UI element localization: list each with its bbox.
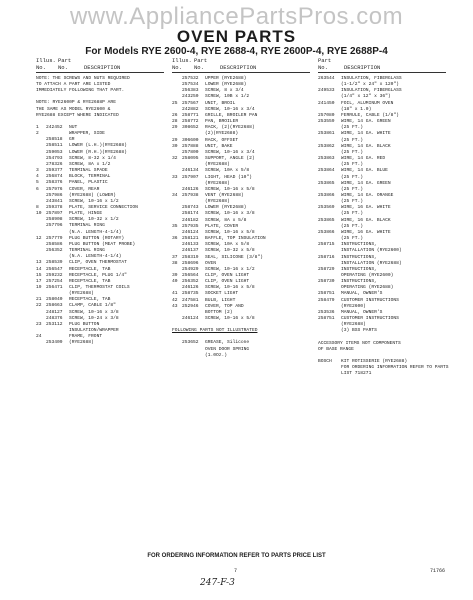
part-description: SCREW, 10-16 x 5/8 — [205, 229, 255, 235]
part-description: PLUG BUTTON — [69, 321, 100, 327]
part-number: 258174 — [182, 211, 199, 217]
part-description: SCREW, 10-16 x 5/8 — [205, 285, 255, 291]
part-number: 259378 — [46, 204, 63, 210]
part-number: 306600 — [182, 137, 199, 143]
part-description: LOWER (RYE2688) — [205, 205, 247, 211]
part-number: 257534 — [182, 82, 199, 88]
illus-number: 26 — [172, 112, 178, 118]
part-description: (1-1/2" x 24" x 120") — [341, 82, 399, 88]
part-description: UNIT, BROIL — [205, 100, 236, 106]
part-number: 257796 — [46, 223, 63, 229]
illus-number: 33 — [172, 174, 178, 180]
illus-number: 21 — [36, 297, 42, 303]
part-description: SCREW, 8-32 x 1/4 — [69, 155, 116, 161]
part-number: 247581 — [182, 297, 199, 303]
accessory-note: ACCESSORY ITEMS NOT COMPONENTS OF BASE RANGE — [318, 340, 401, 352]
illus-number: 4 — [36, 174, 39, 180]
part-row — [172, 353, 312, 359]
not-illustrated-heading: FOLLOWING PARTS NOT ILLUSTRATED — [172, 328, 258, 334]
part-number: 256352 — [182, 279, 199, 285]
part-number: 256471 — [46, 285, 63, 290]
part-number: 308652 — [182, 125, 199, 131]
part-description: WIRE, 16 GA. WHITE — [341, 229, 391, 235]
part-description: (RYE2688) — [69, 291, 94, 297]
part-description: SCREW, 10-24 x 3/8 — [69, 315, 119, 321]
illus-number — [36, 340, 46, 346]
illus-number: 29 — [172, 125, 178, 131]
part-number: 257567 — [182, 100, 199, 106]
part-number: 253864 — [318, 168, 335, 174]
part-number: 257897 — [46, 211, 63, 217]
part-description: (RYE2688) (LOWER) — [69, 192, 116, 198]
part-description: (RYE2688) — [341, 322, 366, 328]
part-number: 278326 — [46, 161, 63, 167]
part-description: (2)(RYE2688) — [205, 131, 239, 137]
part-number: 258586 — [46, 241, 63, 247]
part-number: 246124 — [182, 316, 199, 322]
part-description: PANEL, PLASTIC — [69, 180, 108, 186]
illus-number: 2 — [36, 131, 39, 137]
part-description: (25 FT.) — [341, 125, 364, 131]
column-header-3: Part No. DESCRIPTION — [318, 57, 381, 71]
part-number: 256564 — [182, 273, 199, 278]
part-number: 246182 — [182, 217, 199, 223]
column-header-2: Illus. No. Part No. DESCRIPTION — [172, 57, 257, 71]
part-description: SCREW, 10B x 1/2 — [205, 94, 250, 100]
part-description: WIRE, 14 GA. ORANGE — [341, 192, 394, 198]
part-number: 246137 — [182, 248, 199, 254]
page-number: 7 — [234, 568, 238, 574]
illus-number: 23 — [36, 321, 42, 327]
part-description: SCREW, 10A x 5/8 — [205, 242, 250, 248]
part-description: VENT (RYE2688) — [205, 192, 244, 198]
part-number: 243250 — [182, 94, 199, 100]
page-subtitle: For Models RYE 2600-4, RYE 2688-4, RYE 2600P-4, RYE 2688P-4 — [85, 46, 388, 57]
part-row — [36, 340, 166, 346]
part-number: 259377 — [46, 168, 63, 174]
illus-number: 38 — [172, 260, 178, 266]
part-description: SCREW, 10-32 x 5/8 — [205, 248, 255, 254]
part-description: SCREW, 8 x 3/4 — [205, 88, 244, 94]
part-number: 253863 — [318, 156, 335, 162]
part-number: 242882 — [182, 106, 199, 112]
part-description: INSULATION, FIBERGLASS — [341, 76, 402, 81]
part-description: RECEPTACLE, PLUG 1/4" — [69, 272, 127, 278]
part-description: LOWER (R.H.)(RYE2688) — [69, 149, 127, 155]
part-description: FOIL, ALUMINUM OVEN — [341, 100, 394, 106]
illus-number — [172, 316, 182, 322]
part-description: SCREW, 10-16 x 3/8 — [205, 211, 255, 217]
part-description: CLAMP, CABLE 1/8" — [69, 303, 116, 309]
part-description: WIRE, 14 GA. BLUE — [341, 168, 388, 174]
part-number: 258729 — [318, 266, 335, 272]
parts-column-1 — [36, 76, 166, 347]
part-number: 249533 — [318, 88, 335, 94]
parts-column-2 — [172, 76, 312, 359]
part-description: (RYE2688) — [69, 340, 94, 346]
part-number: 258716 — [318, 254, 335, 260]
part-description: GREASE, Silicone — [205, 340, 250, 346]
part-description: FERRULE, CABLE (1/8") — [341, 112, 399, 118]
part-description: CLIP, OVEN THERMOSTAT — [69, 260, 127, 266]
part-description: SCREW, 10-16 x 3/4 — [205, 149, 255, 155]
part-description: (RYE2688) — [205, 199, 230, 205]
part-description: WIRE, 14 GA. RED — [341, 156, 386, 162]
part-number: 253862 — [318, 143, 335, 149]
part-number: 258376 — [46, 180, 63, 186]
illus-number: 30 — [172, 143, 178, 149]
handwritten-note: 247-F-3 — [200, 578, 235, 588]
part-description: RECEPTACLE, TAB — [69, 297, 111, 303]
part-number: 256352 — [46, 248, 63, 254]
part-number: 258040 — [46, 297, 63, 303]
illus-number: 15 — [36, 272, 42, 278]
illus-number: 28 — [172, 119, 178, 125]
part-description: SCREW, 10-32 x 1/2 — [69, 217, 119, 223]
part-description: INSTRUCTIONS, — [341, 279, 377, 285]
part-description: (RYE2688) — [205, 180, 230, 186]
ordering-footer: FOR ORDERING INFORMATION REFER TO PARTS PRICE LIST — [147, 553, 326, 559]
part-number: 257888 — [182, 143, 199, 149]
part-number — [318, 371, 341, 377]
part-description: INSTRUCTIONS, — [341, 266, 377, 272]
part-number: 263544 — [318, 76, 335, 81]
illus-number: 39 — [172, 273, 178, 278]
part-number: 258751 — [318, 316, 335, 322]
part-number: 253559 — [318, 119, 335, 125]
part-number: 242452 — [46, 124, 63, 130]
parts-column-3 — [318, 76, 453, 377]
note-models: NOTE: RYE2600P & RYE2688P ARE THE SAME AS MODEL RYE2600 & RYE2688 EXCEPT WHERE INDICATED — [36, 100, 119, 118]
part-number: 257800 — [182, 149, 199, 155]
watermark: www.AppliancePartsPros.com — [69, 3, 404, 30]
part-number: 259053 — [46, 149, 63, 155]
part-description: (N.A. LENGTH-4-1/4) — [69, 254, 122, 260]
part-number: 258663 — [46, 303, 63, 309]
part-description: BLOCK, TERMINAL — [69, 174, 111, 180]
part-description: WIRE, 16 GA. WHITE — [341, 205, 391, 211]
part-number: 253865 — [318, 180, 335, 186]
illus-number: 14 — [36, 266, 42, 272]
part-number: 248127 — [46, 309, 63, 315]
part-description: (18" x 1.0) — [341, 106, 372, 112]
part-number: 257907 — [182, 174, 199, 180]
part-description: RECEPTACLE, TAB — [69, 266, 111, 272]
illus-number: 43 — [172, 303, 178, 309]
header-rule-2 — [172, 72, 310, 73]
part-description: INSTRUCTIONS, — [341, 254, 377, 260]
illus-number: 32 — [172, 156, 178, 162]
part-description: (1.0Oz.) — [205, 352, 228, 358]
part-description: CLIP, THERMOSTAT COILS — [69, 285, 130, 290]
illus-number: 24 — [36, 334, 42, 340]
part-number: 253112 — [46, 321, 63, 327]
illus-number: 42 — [172, 297, 178, 303]
illus-number: 10 — [36, 211, 42, 217]
part-description: (25 FT.) — [341, 174, 364, 180]
part-number: 246126 — [182, 186, 199, 192]
part-description: PLATE, SERVICE CONNECTION — [69, 204, 138, 210]
part-number: 257935 — [182, 223, 199, 229]
part-description: WIRE, 14 GA. GREEN — [341, 119, 391, 125]
illus-number: 36 — [172, 236, 178, 242]
part-number: 253652 — [182, 340, 199, 346]
part-number: BOSCH — [318, 358, 332, 364]
part-number: 258095 — [182, 156, 199, 162]
part-description: PLUG BUTTON (ROTARY) — [69, 235, 125, 241]
part-description: SUPPORT, ANGLE (2) — [205, 156, 255, 162]
part-description: FRAME, FRONT — [69, 334, 103, 340]
part-description: INSULATION/WRAPPER — [69, 328, 119, 334]
header-rule-1 — [36, 72, 164, 73]
part-description: CLIP, OVEN LIGHT — [205, 273, 250, 278]
illus-number — [172, 353, 182, 359]
part-number — [182, 353, 205, 359]
part-description: LIST 718271 — [341, 371, 372, 377]
part-number: 258908 — [46, 217, 63, 223]
part-description: (25 FT.) — [341, 137, 364, 143]
illus-number: 37 — [172, 254, 178, 260]
part-description: OPERATING (RYE2600) — [341, 273, 394, 278]
illus-number: 8 — [36, 204, 39, 210]
part-description: CLIP, OVEN LIGHT — [205, 279, 250, 285]
part-description: BOTTOM (2) — [205, 309, 233, 315]
part-number: 257986 — [46, 192, 63, 198]
part-description: LIGHT, HEAD (10") — [205, 174, 252, 180]
part-description: UPPER (RYE2688) — [205, 76, 247, 81]
part-description: (3) BSS PARTS — [341, 328, 377, 334]
part-description: TERMINAL RING — [69, 248, 105, 254]
part-description: INSTALLATION (RYE2600) — [341, 248, 402, 254]
part-number: 252946 — [182, 303, 199, 309]
part-description: PLATE, HINGE — [69, 211, 103, 217]
note-screws: NOTE: THE SCREWS AND NUTS REQUIRED TO ATTACH A PART ARE LISTED IMMEDIATELY FOLLOWING THAT PART. — [36, 76, 130, 94]
part-number: 258121 — [182, 236, 199, 242]
part-description: OVEN DOOR SPRING — [205, 346, 250, 352]
part-description: OVEN — [205, 260, 217, 266]
part-number: 258319 — [182, 254, 199, 260]
illus-number: 29 — [172, 137, 178, 143]
part-number: 253569 — [318, 205, 335, 211]
part-description: RACK, (2)(RYE2688) — [205, 125, 255, 131]
part-number: 258715 — [318, 242, 335, 248]
illus-number: 12 — [36, 235, 42, 241]
part-description: WRAPPER, SIDE — [69, 131, 105, 137]
part-description: (25 FT.) — [341, 186, 364, 192]
illus-number: 17 — [36, 278, 42, 284]
part-number: 253866 — [318, 192, 335, 198]
part-description: SCREW, 10A x 5/8 — [205, 168, 250, 174]
illus-number: 22 — [36, 303, 42, 309]
part-description: COVER, REAR — [69, 186, 100, 192]
part-number: 243841 — [46, 198, 63, 204]
part-description: UNIT, BAKE — [205, 143, 233, 149]
part-description: INSULATION, FIBERGLASS — [341, 88, 402, 94]
part-number: 257976 — [46, 186, 63, 192]
part-number: 258696 — [182, 260, 199, 266]
part-description: (25 FT.) — [341, 223, 364, 229]
part-number: 258743 — [182, 205, 199, 211]
page-title: OVEN PARTS — [176, 27, 297, 46]
part-number: 254929 — [182, 266, 199, 272]
part-description: WIRE, 16 GA. BLACK — [341, 217, 391, 223]
part-number: 254793 — [46, 155, 63, 161]
part-description: LOWER (L.H.)(RYE2688) — [69, 143, 127, 149]
part-description: SCREW, 10-16 x 3/8 — [69, 309, 119, 315]
part-number: 246126 — [182, 285, 199, 291]
part-description: (N.A. LENGTH-4-1/4) — [69, 229, 122, 235]
part-description: MANUAL, OWNER'S — [341, 291, 383, 297]
part-description: SCREW, 8A x 1/2 — [69, 161, 111, 167]
part-description: CUSTOMER INSTRUCTIONS — [341, 316, 399, 322]
part-description: (25 FT.) — [341, 199, 364, 205]
illus-number: 5 — [36, 180, 39, 186]
part-number: 253861 — [318, 131, 335, 137]
part-number: 257938 — [182, 192, 199, 198]
part-number: 258518 — [46, 137, 63, 143]
part-number: 253865 — [318, 217, 335, 223]
part-description: SCREW, 10-16 x 5/8 — [205, 316, 255, 322]
part-number: 258479 — [318, 297, 335, 303]
part-number: 253866 — [318, 229, 335, 235]
part-number: 253409 — [46, 340, 63, 346]
part-number: 258771 — [182, 112, 199, 118]
part-number: 258511 — [46, 143, 63, 149]
part-description: GR — [69, 137, 75, 143]
part-description: SOCKET LIGHT — [205, 291, 239, 297]
part-description: COVER, TOP AND — [205, 303, 244, 309]
part-description: RECEPTACLE, TAB — [69, 278, 111, 284]
part-number: 257779 — [46, 235, 63, 241]
part-number: 241450 — [318, 100, 335, 106]
illus-number: 40 — [172, 279, 178, 285]
illus-number: 34 — [172, 192, 178, 198]
part-number: 259232 — [46, 272, 63, 278]
part-description: BULB, LIGHT — [205, 297, 236, 303]
part-number: 258735 — [182, 291, 199, 297]
part-number: 253536 — [318, 309, 335, 315]
part-description: (1/4" x 12" x 36") — [341, 94, 391, 100]
part-description: PLUG BUTTON (MEAT PROBE) — [69, 241, 136, 247]
part-description: (25 FT.) — [341, 236, 364, 242]
part-description: INSTRUCTIONS, — [341, 242, 377, 248]
part-description: SCREW, 10-16 x 5/8 — [205, 186, 255, 192]
part-description: SCREW, 10-16 x 3/4 — [205, 106, 255, 112]
part-description: GRILLE, BROILER PAN — [205, 112, 258, 118]
illus-number: 6 — [36, 186, 39, 192]
header-rule-3 — [318, 72, 446, 73]
part-description: LOWER (RYE2688) — [205, 82, 247, 88]
part-description: (25 FT.) — [341, 149, 364, 155]
part-description: SCREW, 10-16 x 1/2 — [69, 198, 119, 204]
part-description: WIRE, 14 GA. BLACK — [341, 143, 391, 149]
illus-number: 35 — [172, 223, 178, 229]
part-number: 257532 — [182, 76, 199, 81]
part-description: FOR ORDERING INFORMATION REFER TO PARTS — [341, 365, 449, 371]
part-number: 257080 — [318, 112, 335, 118]
part-number: 257254 — [46, 278, 63, 284]
part-description: BAFFLE, TOP INSULATION — [205, 236, 266, 242]
part-number: 246133 — [182, 242, 199, 248]
illus-number: 19 — [36, 285, 42, 290]
part-description: CUSTOMER INSTRUCTIONS — [341, 297, 399, 303]
part-number: 258730 — [318, 279, 335, 285]
column-header-1: Illus. No. Part No. DESCRIPTION — [36, 57, 121, 71]
part-description: MANUAL, OWNER'S — [341, 309, 383, 315]
part-number: 258772 — [182, 119, 199, 125]
illus-number: 25 — [172, 100, 178, 106]
part-number: 258751 — [318, 291, 335, 297]
part-description: INSTALLATION (RYE2688) — [341, 260, 402, 266]
part-description: NUT — [69, 124, 78, 130]
part-description: OPERATING (RYE2688) — [341, 285, 394, 291]
part-number: 256874 — [46, 174, 63, 180]
part-number: 246134 — [182, 168, 199, 174]
part-description: (25 FT.) — [341, 162, 364, 168]
illus-number: 41 — [172, 291, 178, 297]
illus-number: 13 — [36, 260, 42, 266]
part-description: TERMINAL SPADE — [69, 168, 108, 174]
part-description: PLATE, COVER — [205, 223, 239, 229]
part-description: SEAL, SILICONE (3/8") — [205, 254, 263, 260]
document-number: 71766 — [430, 568, 446, 574]
part-description: SCREW, 8A x 5/8 — [205, 217, 247, 223]
part-description: KIT ROTISSERIE (RYE2688) — [341, 358, 408, 364]
part-description: (RYE2688) — [205, 162, 230, 168]
part-description: WIRE, 14 GA. WHITE — [341, 131, 391, 137]
part-description: RACK, OFFSET — [205, 137, 239, 143]
part-number — [318, 328, 341, 334]
part-description: WIRE, 14 GA. GREEN — [341, 180, 391, 186]
part-number: 256547 — [46, 266, 63, 272]
illus-number: 3 — [36, 168, 39, 174]
part-number: 248376 — [46, 315, 63, 321]
part-number: 258539 — [46, 260, 63, 266]
part-description: SCREW, 10-16 x 1/2 — [205, 266, 255, 272]
part-description: TERMINAL RING — [69, 223, 105, 229]
part-description: (RYE2600) — [341, 303, 366, 309]
illus-number: 1 — [36, 124, 39, 130]
part-number: 256383 — [182, 88, 199, 94]
part-number: 246124 — [182, 229, 199, 235]
part-description: PAN, BROILER — [205, 119, 239, 125]
part-row — [318, 371, 453, 377]
part-description: (25 FT.) — [341, 211, 364, 217]
